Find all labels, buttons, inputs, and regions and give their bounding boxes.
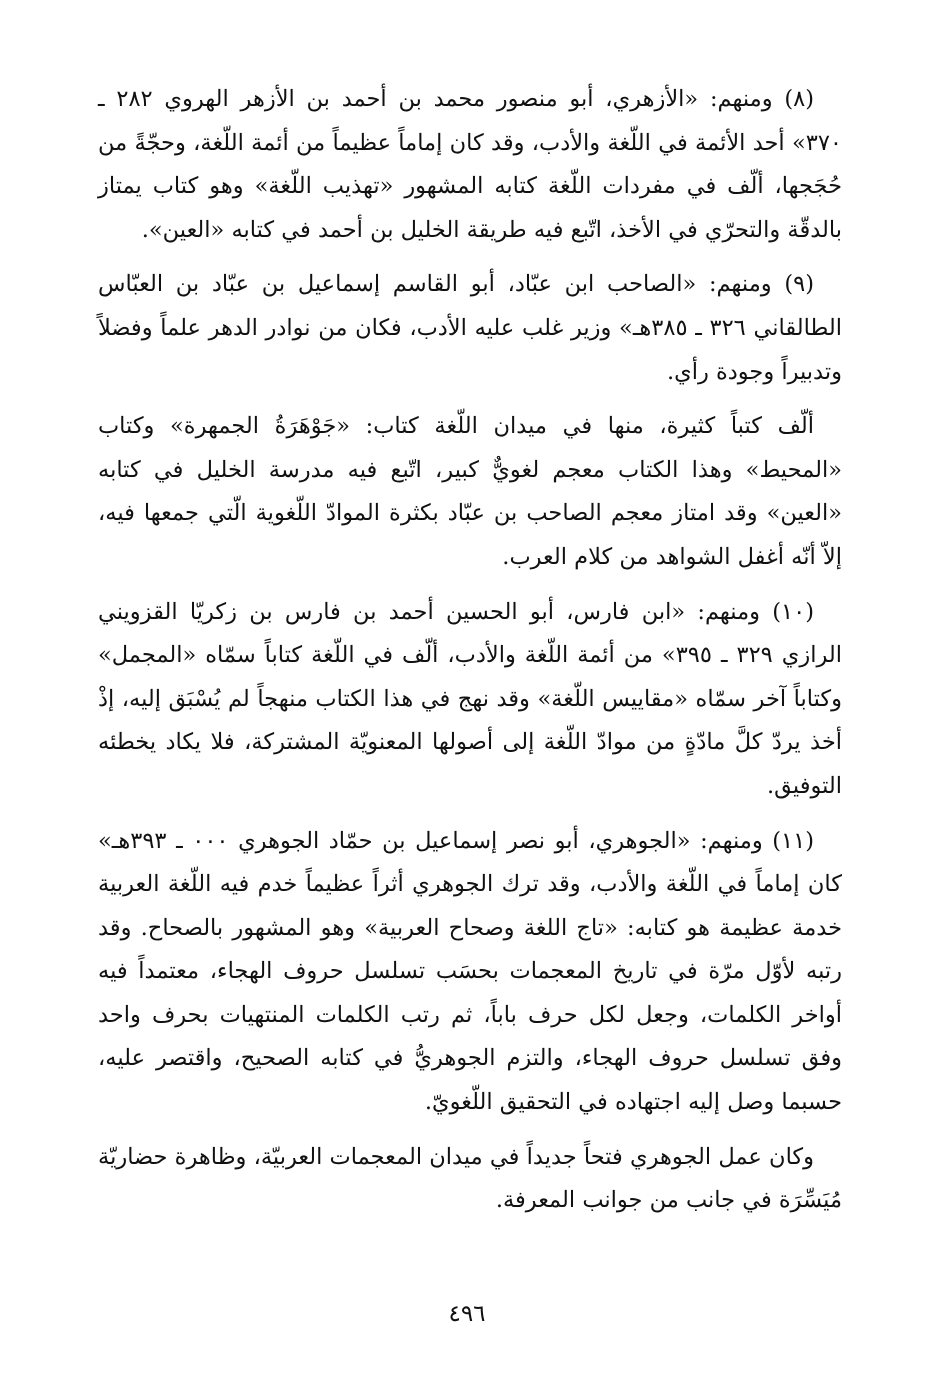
page-body <box>98 78 842 1234</box>
paragraph-jawhari-legacy: وكان عمل الجوهري فتحاً جديداً في ميدان المعجمات العربيّة، وظاهرة حضاريّة مُيَسِّرَة في جانب من جوانب المعرفة. <box>98 1143 842 1214</box>
page-number: ٤٩٦ <box>448 1301 486 1327</box>
paragraph-sahib-ibn-abbad: (٩) ومنهم: «الصاحب ابن عبّاد، أبو القاسم إسماعيل بن عبّاد بن العبّاس الطالقاني ٣٢٦ ـ ٣٨٥هـ» وزير غلب عليه الأدب، فكان من نوادر الدهر علماً وفضلاً وتدبيراً وجودة رأي. <box>98 271 842 385</box>
paragraph-jawhari: (١١) ومنهم: «الجوهري، أبو نصر إسماعيل بن حمّاد الجوهري ٠٠٠ ـ ٣٩٣هـ» كان إماماً في اللّغة والأدب، وقد ترك الجوهري أثراً عظيماً خدم فيه اللّغة العربية خدمة عظيمة هو كتابه: «تاج اللغة وصحاح العربية» وهو المشهور بالصحاح. وقد رتبه لأوّل مرّة في تاريخ المعجمات بحسَب تسلسل حروف الهجاء، معتمداً فيه أواخر الكلمات، وجعل لكل حرف باباً، ثم رتب الكلمات المنتهيات بحرف واحد وفق تسلسل حروف الهجاء، والتزم الجوهريُّ في كتابه الصحيح، واقتصر عليه، حسبما وصل إليه اجتهاده في التحقيق اللّغويّ. <box>98 827 842 1116</box>
paragraph-azhari: (٨) ومنهم: «الأزهري، أبو منصور محمد بن أحمد بن الأزهر الهروي ٢٨٢ ـ ٣٧٠» أحد الأئمة في اللّغة والأدب، وقد كان إماماً عظيماً من أئمة اللّغة، وحجّةً من حُجَجها، ألّف في مفردات اللّغة كتابه المشهور «تهذيب اللّغة» وهو كتاب يمتاز بالدقّة والتحرّي في الأخذ، اتّبع فيه طريقة الخليل بن أحمد في كتابه «العين». <box>98 86 842 243</box>
paragraph-sahib-works: ألّف كتباً كثيرة، منها في ميدان اللّغة كتاب: «جَوْهَرَةُ الجمهرة» وكتاب «المحيط» وهذا الكتاب معجم لغويٌّ كبير، اتّبع فيه مدرسة الخليل في كتابه «العين» وقد امتاز معجم الصاحب بن عبّاد بكثرة الموادّ اللّغوية الّتي جمعها فيه، إلاّ أنّه أغفل الشواهد من كلام العرب. <box>98 413 842 570</box>
paragraph-ibn-faris: (١٠) ومنهم: «ابن فارس، أبو الحسين أحمد بن فارس بن زكريّا القزويني الرازي ٣٢٩ ـ ٣٩٥» من أئمة اللّغة والأدب، ألّف في اللّغة كتاباً سمّاه «المجمل» وكتاباً آخر سمّاه «مقاييس اللّغة» وقد نهج في هذا الكتاب منهجاً لم يُسْبَق إليه، إذْ أخذ يردّ كلَّ مادّةٍ من موادّ اللّغة إلى أصولها المعنويّة المشتركة، فلا يكاد يخطئه التوفيق. <box>98 598 843 799</box>
